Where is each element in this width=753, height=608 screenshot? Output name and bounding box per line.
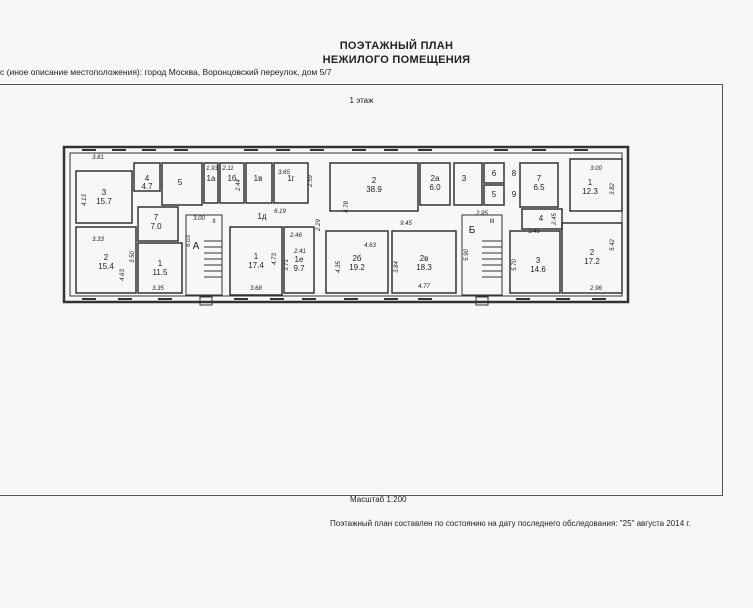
dimension-label: 4.13 (82, 194, 88, 206)
dimension-label: 4.73 (272, 253, 278, 265)
room-number: 3 (101, 188, 107, 197)
dimension-label: 3.65 (278, 170, 290, 176)
room-area: 9.7 (293, 264, 305, 273)
dimension-label: 6.19 (274, 209, 286, 215)
dimension-label: 3.00 (590, 166, 602, 172)
dimension-label: 9.45 (400, 221, 412, 227)
room-area: 15.4 (98, 262, 114, 271)
room-area: 11.5 (152, 268, 168, 277)
document-title-line2: НЕЖИЛОГО ПОМЕЩЕНИЯ (322, 54, 471, 66)
dimension-label: 3.68 (250, 286, 262, 292)
room-number: 2б (352, 254, 362, 263)
room-number: 1 (587, 178, 593, 187)
dimension-label: 5.90 (464, 249, 470, 261)
stair-mark: II (212, 219, 216, 225)
address-line: с (иное описание местоположения): город Москва, Воронцовский переулок, дом 5/7 (0, 67, 332, 77)
room-number: 4 (538, 214, 544, 223)
room-number: 2 (589, 248, 595, 257)
room-area: 6.0 (429, 183, 441, 192)
room-number: 1г (287, 174, 295, 183)
room-number: 4 (144, 174, 150, 183)
room-number: 2в (419, 254, 429, 263)
dimension-label: 3.84 (394, 261, 400, 273)
dimension-label: 3.81 (92, 155, 104, 161)
dimension-label: 3.82 (610, 183, 616, 195)
dimension-label: 1.93 (206, 166, 218, 172)
dimension-label: 4.78 (344, 201, 350, 213)
room-area: 14.6 (530, 265, 546, 274)
dimension-label: 4.35 (336, 261, 342, 273)
stair-mark: III (489, 219, 495, 225)
stair-letter: Б (468, 225, 476, 236)
dimension-label: 3.71 (284, 259, 290, 271)
dimension-label: 3.35 (152, 286, 164, 292)
room-number: 1 (253, 252, 259, 261)
room-number: 9 (511, 190, 517, 199)
dimension-label: 3.45 (528, 229, 540, 235)
dimension-label: 2.11 (222, 166, 234, 172)
dimension-label: 2.29 (316, 219, 322, 231)
room-number: 3 (461, 174, 467, 183)
room-area: 6.5 (533, 183, 545, 192)
dimension-label: 6.03 (186, 235, 192, 247)
room-number: 1д (257, 212, 267, 221)
outer-wall (64, 147, 628, 302)
dimension-label: 4.63 (364, 243, 376, 249)
room-number: 2а (430, 174, 440, 183)
room-area: 12.3 (582, 187, 598, 196)
room-number: 6 (491, 169, 497, 178)
room-area: 4.7 (141, 182, 153, 191)
dimension-label: 2.46 (290, 233, 302, 239)
dimension-label: 2.95 (476, 211, 488, 217)
stair-letter: А (192, 241, 200, 252)
room-area: 17.4 (248, 261, 264, 270)
document-title-line1: ПОЭТАЖНЫЙ ПЛАН (339, 40, 454, 52)
footer-note: Поэтажный план составлен по состоянию на дату последнего обследования: "25" августа 2014 г. (330, 519, 691, 528)
floor-plan (62, 145, 632, 307)
dimension-label: 4.77 (418, 284, 430, 290)
room-number: 5 (177, 178, 183, 187)
dimension-label: 2.45 (552, 213, 558, 225)
floor-label: 1 этаж (349, 96, 374, 105)
room-number: 1 (157, 259, 163, 268)
room-number: 1в (253, 174, 263, 183)
dimension-label: 5.70 (512, 259, 518, 271)
room-number: 1е (294, 255, 304, 264)
room-number: 1б (227, 174, 237, 183)
room-area: 15.7 (96, 197, 112, 206)
stairs-a-lines (186, 215, 222, 295)
dimension-label: 3.00 (193, 216, 205, 222)
room-area: 7.0 (150, 222, 162, 231)
dimension-label: 3.50 (130, 251, 136, 263)
scale-label: Масштаб 1:200 (350, 495, 407, 504)
room-area: 38.9 (366, 185, 382, 194)
room-number: 3 (535, 256, 541, 265)
room-area: 17.2 (584, 257, 600, 266)
dimension-label: 5.42 (610, 239, 616, 251)
dimension-label: 4.63 (120, 269, 126, 281)
room-number: 7 (153, 213, 159, 222)
room-number: 5 (491, 190, 497, 199)
room-number: 2 (103, 253, 109, 262)
room-number: 1а (206, 174, 216, 183)
dimension-label: 2.96 (590, 286, 602, 292)
room-area: 19.2 (349, 263, 365, 272)
room-number: 2 (371, 176, 377, 185)
dimension-label: 2.59 (308, 175, 314, 187)
room-area: 18.3 (416, 263, 432, 272)
dimension-label: 2.41 (294, 249, 306, 255)
room-number: 8 (511, 169, 517, 178)
dimension-label: 2.44 (236, 179, 242, 191)
room-number: 7 (536, 174, 542, 183)
dimension-label: 3.33 (92, 237, 104, 243)
